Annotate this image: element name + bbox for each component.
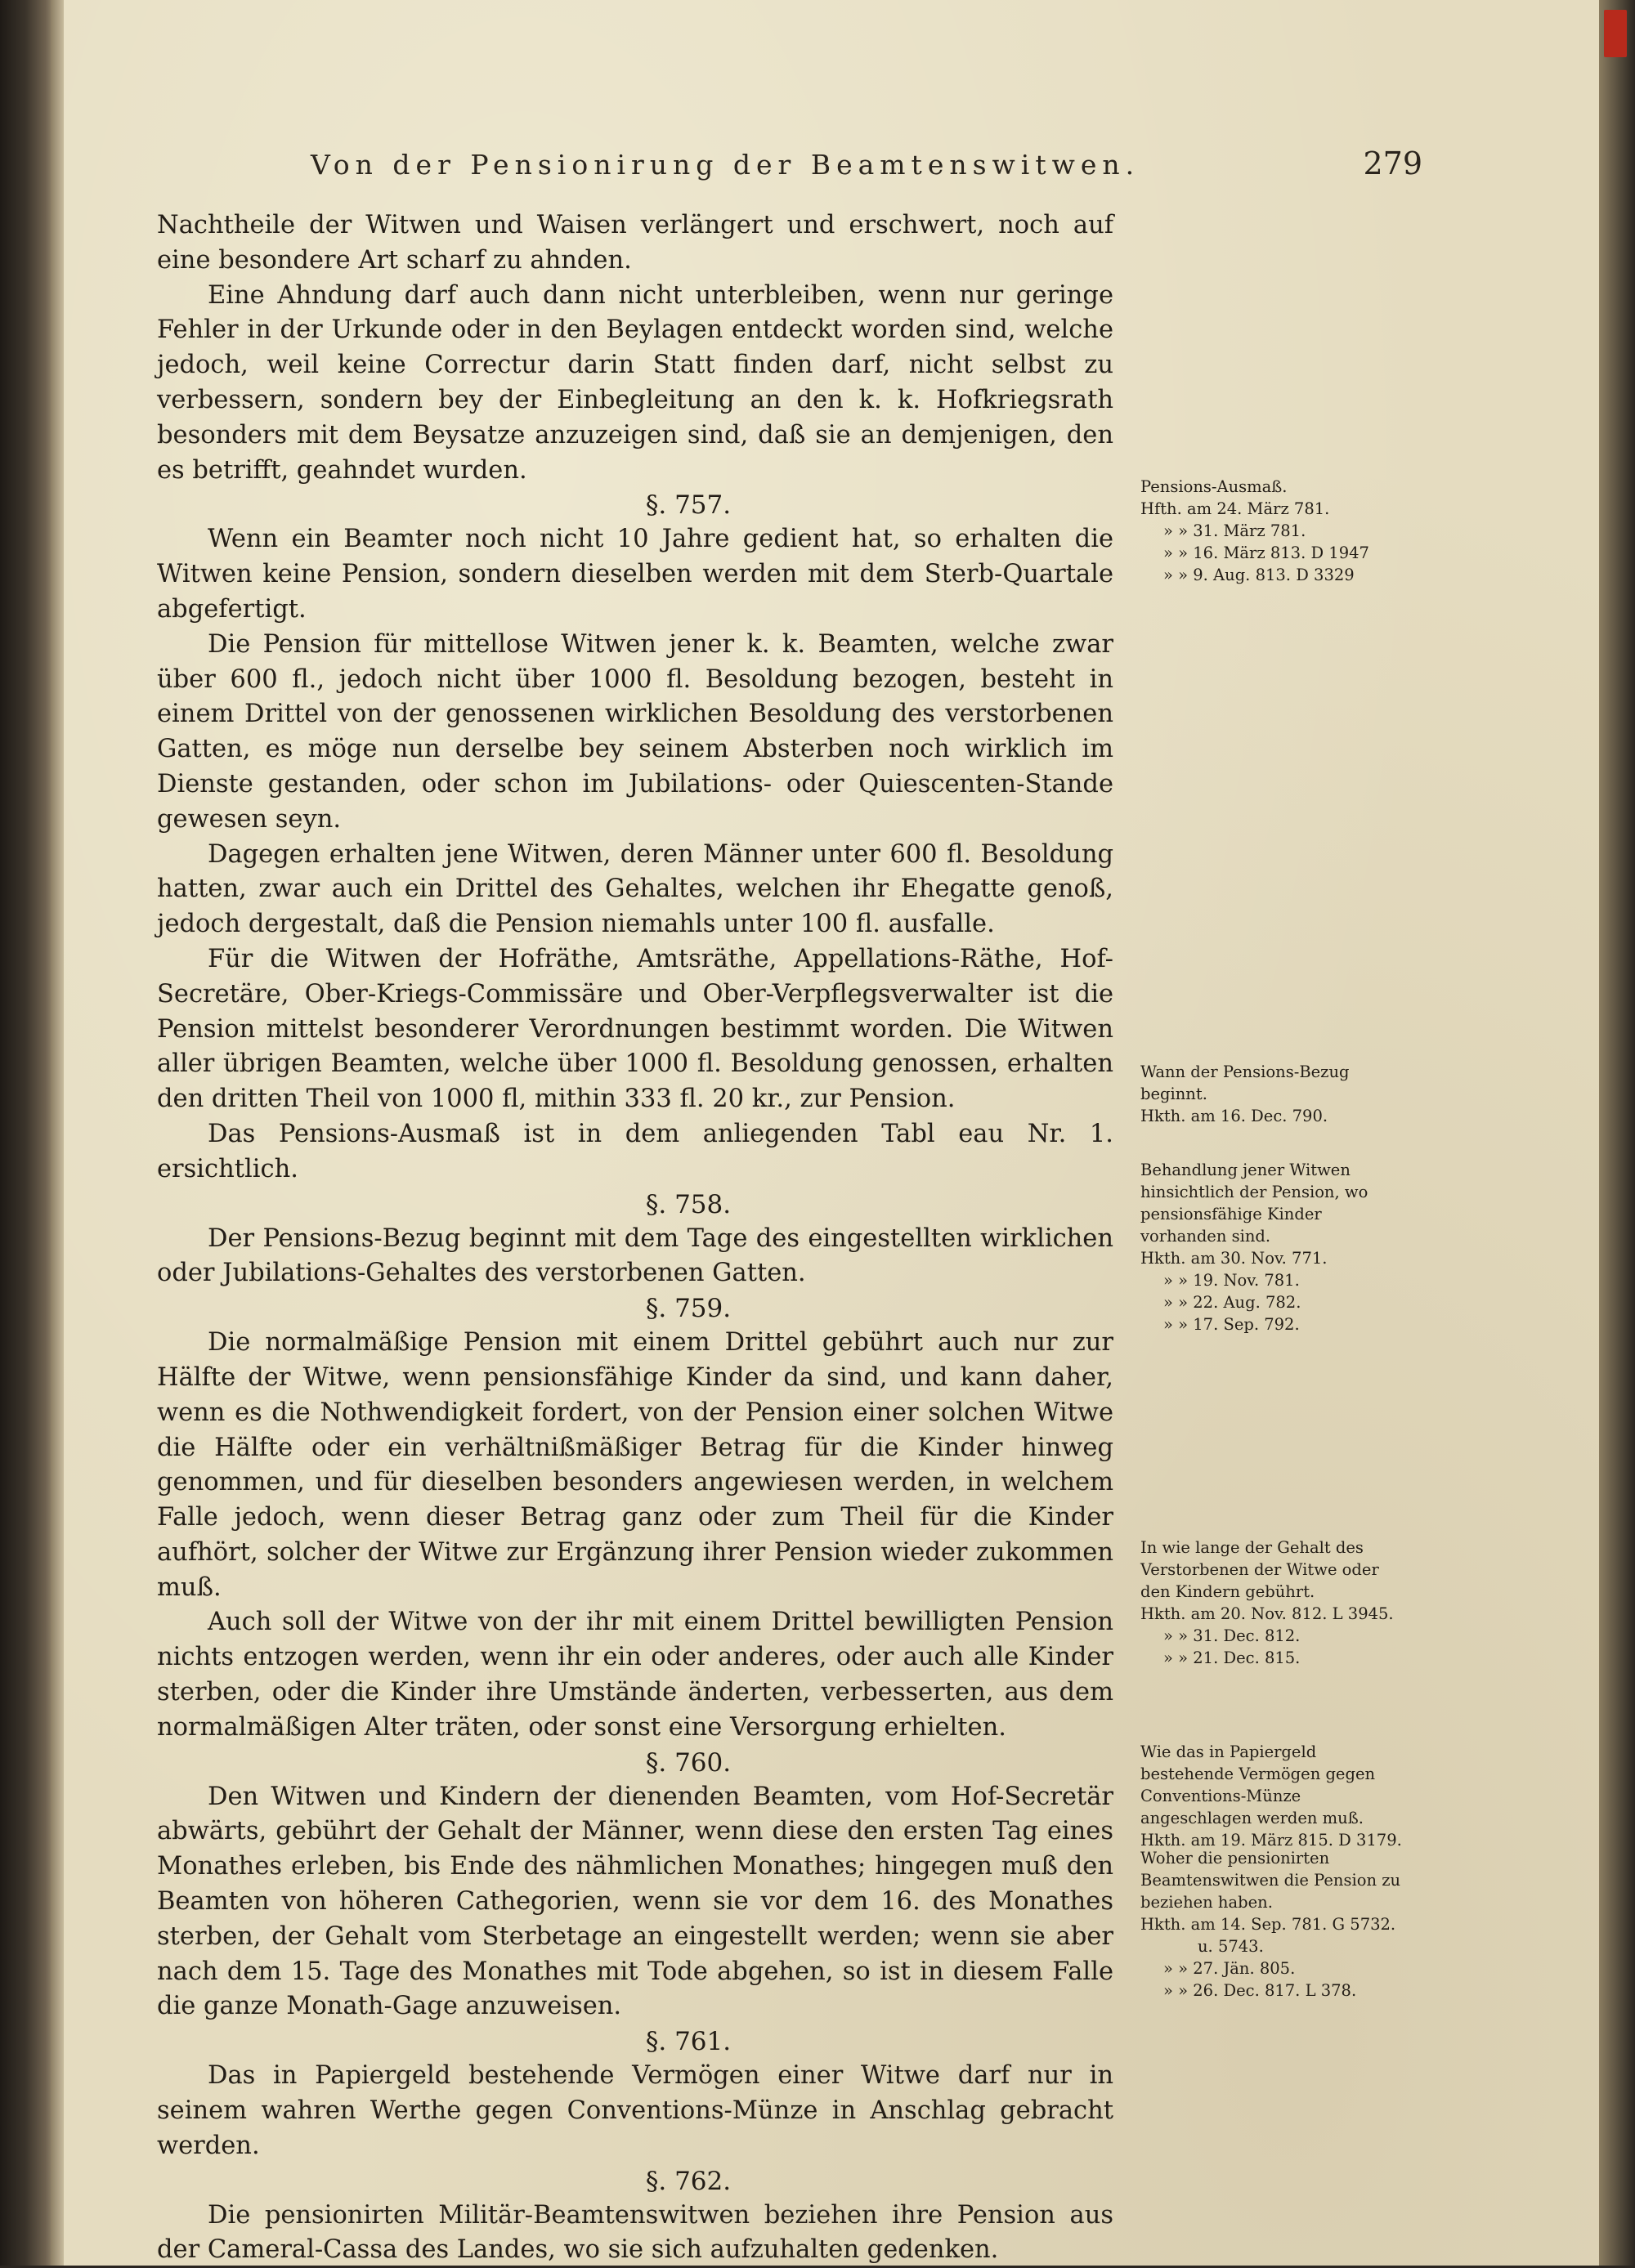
margin-note-757 xyxy=(1140,476,1410,586)
margin-note-reference: » » 31. März 781. xyxy=(1163,521,1306,540)
paragraph: Das in Papiergeld bestehende Vermögen einer Witwe darf nur in seinem wahren Werthe gegen Conventions-Münze in Anschlag gebracht werden. xyxy=(157,2061,1113,2160)
margin-note-reference: Hkth. am 30. Nov. 771. xyxy=(1140,1249,1328,1268)
main-text xyxy=(157,208,1113,2268)
paragraph: Der Pensions-Bezug beginnt mit dem Tage des eingestellten wirklichen oder Jubilations-Gehaltes des verstorbenen Gatten. xyxy=(157,1223,1113,1288)
book-binding xyxy=(0,0,57,2266)
paragraph: Die pensionirten Militär-Beamtenswitwen beziehen ihre Pension aus der Cameral-Cassa des Landes, wo sie sich aufzuhalten gedenken. xyxy=(157,2200,1113,2265)
margin-note-reference: » » 22. Aug. 782. xyxy=(1163,1293,1301,1312)
section-heading-757: §. 757. xyxy=(645,490,732,521)
margin-note-reference: » » 19. Nov. 781. xyxy=(1163,1271,1300,1290)
paragraph: Wenn ein Beamter noch nicht 10 Jahre gedient hat, so erhalten die Witwen keine Pension, sondern dieselben werden mit dem Sterb-Quartale abgefertigt. xyxy=(157,525,1113,624)
margin-note-761 xyxy=(1140,1741,1410,1851)
page-right-edge xyxy=(1599,0,1635,2266)
margin-note-reference: » » 16. März 813. D 1947 xyxy=(1163,544,1369,562)
paragraph: Den Witwen und Kindern der dienenden Beamten, vom Hof-Secretär abwärts, gebührt der Gehalt der Männer, wenn diese den ersten Tag eines Monathes erleben, bis Ende des nähmlichen Monathes; hingegen muß den Beamten von höheren Cathegorien, wenn sie vor dem 16. des Monathes sterben, der Gehalt vom Sterbetage an eingestellt werden; wenn sie aber nach dem 15. Tage des Monathes mit Tode abgehen, so ist in diesem Falle die ganze Monath-Gage anzuweisen. xyxy=(157,1782,1113,2021)
margin-note-heading: Woher die pensionirten Beamtenswitwen die Pension zu beziehen haben. xyxy=(1140,1849,1401,1912)
paragraph: Für die Witwen der Hofräthe, Amtsräthe, Appellations-Räthe, Hof-Secretäre, Ober-Kriegs-Commissäre und Ober-Verpflegsverwalter ist die Pension mittelst besonderer Verordnungen bestimmt worden. Die Witwen aller übrigen Beamten, welche über 1000 fl. Besoldung genossen, erhalten den dritten Theil von 1000 fl, mithin 333 fl. 20 kr., zur Pension. xyxy=(157,944,1113,1114)
margin-note-reference: Hfth. am 24. März 781. xyxy=(1140,499,1330,518)
margin-note-759 xyxy=(1140,1159,1410,1335)
paragraph: Dagegen erhalten jene Witwen, deren Männer unter 600 fl. Besoldung hatten, zwar auch ein Drittel des Gehaltes, welchen ihr Ehegatte genoß, jedoch dergestalt, daß die Pension niemahls unter 100 fl. ausfalle. xyxy=(157,839,1113,939)
paragraph: Die normalmäßige Pension mit einem Drittel gebührt auch nur zur Hälfte der Witwe, wenn pensionsfähige Kinder da sind, und kann daher, wenn es die Nothwendigkeit fordert, von der Pension einer solchen Witwe die Hälfte oder ein verhältnißmäßiger Betrag für die Kinder hinweg genommen, und für dieselben besonders angewiesen werden, in welchem Falle jedoch, wenn dieser Betrag ganz oder zum Theil für die Kinder aufhört, solcher der Witwe zur Ergänzung ihrer Pension wieder zukommen muß. xyxy=(157,1328,1113,1602)
paragraph: Die Pension für mittellose Witwen jener k. k. Beamten, welche zwar über 600 fl., jedoch nicht über 1000 fl. Besoldung bezogen, besteht in einem Drittel von der genossenen wirklichen Besoldung des verstorbenen Gatten, es möge nun derselbe bey seinem Absterben noch wirklich im Dienste gestanden, oder schon im Jubilations- oder Quiescenten-Stande gewesen seyn. xyxy=(157,629,1113,834)
margin-note-reference: » » 17. Sep. 792. xyxy=(1163,1315,1300,1334)
section-heading-758: §. 758. xyxy=(645,1189,732,1219)
margin-note-heading: Wie das in Papiergeld bestehende Vermögen gegen Conventions-Münze angeschlagen werden muß. xyxy=(1140,1742,1376,1827)
margin-note-heading: Behandlung jener Witwen hinsichtlich der Pension, wo pensionsfähige Kinder vorhanden sind. xyxy=(1140,1161,1368,1246)
margin-note-reference: u. 5743. xyxy=(1198,1937,1264,1956)
paragraph: Auch soll der Witwe von der ihr mit einem Drittel bewilligten Pension nichts entzogen werden, wenn ihr ein oder anderes, oder auch alle Kinder sterben, oder die Kinder ihre Umstände änderten, verbesserten, aus dem normalmäßigen Alter träten, oder sonst eine Versorgung erhielten. xyxy=(157,1608,1113,1742)
margin-note-reference: » » 27. Jän. 805. xyxy=(1163,1959,1296,1978)
margin-note-reference: » » 26. Dec. 817. L 378. xyxy=(1163,1981,1357,2000)
section-heading-759: §. 759. xyxy=(645,1294,732,1324)
page-header xyxy=(245,139,1422,196)
margin-note-reference: » » 31. Dec. 812. xyxy=(1163,1626,1301,1645)
margin-note-reference: Hkth. am 16. Dec. 790. xyxy=(1140,1107,1328,1125)
paragraph: Nachtheile der Witwen und Waisen verlängert und erschwert, noch auf eine besondere Art scharf zu ahnden. xyxy=(157,211,1113,275)
section-heading-762: §. 762. xyxy=(645,2166,732,2196)
page-number: 279 xyxy=(1363,145,1422,181)
paragraph: Das Pensions-Ausmaß ist in dem anliegenden Tabl eau Nr. 1. ersichtlich. xyxy=(157,1119,1113,1183)
color-reference-tab xyxy=(1604,10,1627,57)
margin-note-reference: Hkth. am 14. Sep. 781. G 5732. xyxy=(1140,1915,1396,1934)
margin-note-reference: Hkth. am 20. Nov. 812. L 3945. xyxy=(1140,1604,1394,1623)
section-heading-760: §. 760. xyxy=(645,1747,732,1778)
margin-note-heading: Pensions-Ausmaß. xyxy=(1140,477,1288,496)
margin-note-heading: Wann der Pensions-Bezug beginnt. xyxy=(1140,1062,1350,1103)
margin-note-762 xyxy=(1140,1847,1410,2002)
margin-note-heading: In wie lange der Gehalt des Verstorbenen der Witwe oder den Kindern gebührt. xyxy=(1140,1538,1379,1601)
running-title: Von der Pensionirung der Beamtenswitwen. xyxy=(311,149,1140,181)
margin-note-760 xyxy=(1140,1537,1410,1669)
paragraph: Eine Ahndung darf auch dann nicht unterbleiben, wenn nur geringe Fehler in der Urkunde oder in den Beylagen entdeckt worden sind, welche jedoch, weil keine Correctur darin Statt finden darf, nicht selbst zu verbessern, sondern bey der Einbegleitung an den k. k. Hofkriegsrath besonders mit dem Beysatze anzuzeigen sind, daß sie an demjenigen, den es betrifft, geahndet wurden. xyxy=(157,280,1113,485)
margin-note-758 xyxy=(1140,1061,1410,1127)
margin-note-reference: » » 9. Aug. 813. D 3329 xyxy=(1163,566,1355,584)
margin-note-reference: » » 21. Dec. 815. xyxy=(1163,1648,1301,1667)
section-heading-761: §. 761. xyxy=(645,2027,732,2057)
margin-note-reference: Hkth. am 19. März 815. D 3179. xyxy=(1140,1831,1402,1850)
